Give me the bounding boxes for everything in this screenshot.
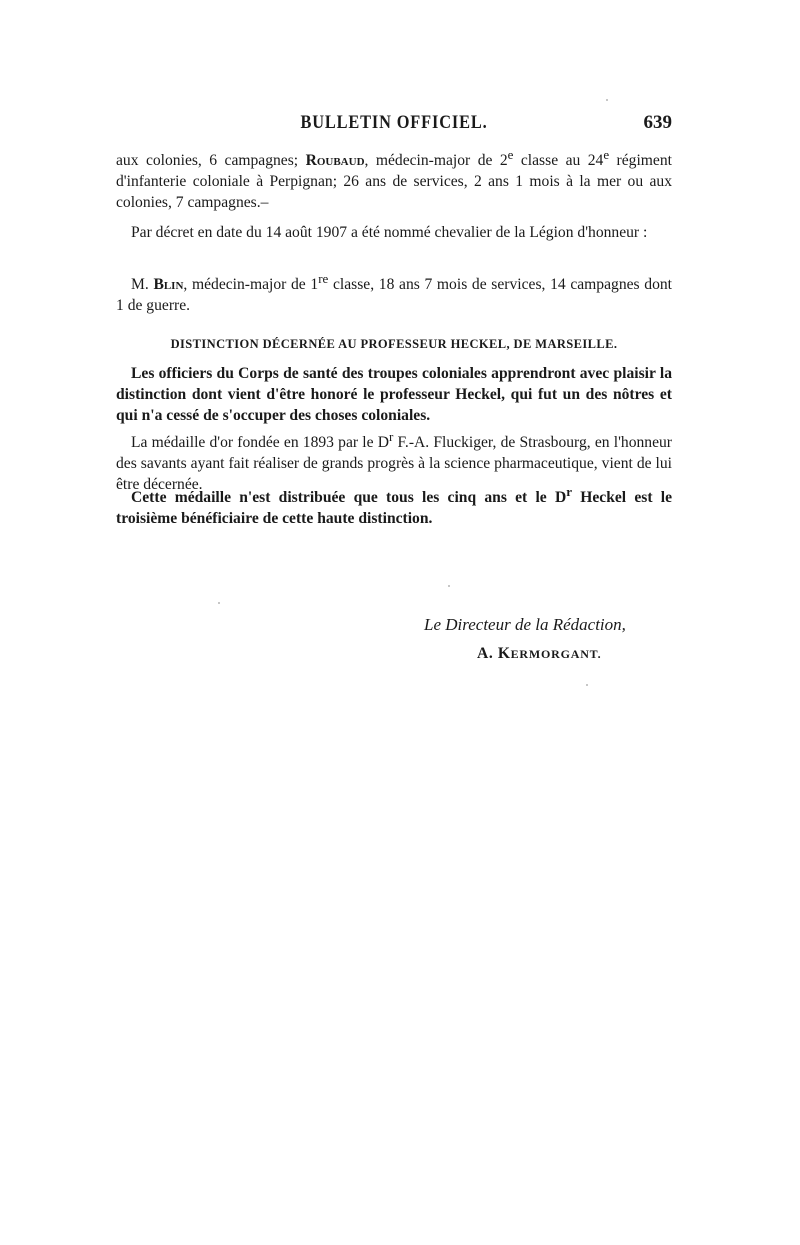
paragraph-blin [116, 268, 672, 316]
signature-name [477, 645, 601, 663]
text-run: La médaille d'or fondée en 1893 par le D [131, 434, 389, 452]
text-run: classe, 18 ans 7 mois de services, 14 campagnes dont 1 de guerre. [116, 276, 672, 315]
person-name-blin: Blin [153, 276, 184, 294]
section-heading: DISTINCTION DÉCERNÉE AU PROFESSEUR HECKEL, DE MARSEILLE. [170, 337, 618, 351]
person-name-roubaud: Roubaud [305, 152, 365, 170]
text-run: Heckel est le troisième bénéficiaire de cette haute distinction. [116, 489, 673, 528]
text-run: régiment d'infanterie coloniale à Perpignan; 26 ans de services, 2 ans 1 mois à la mer ou aux colonies, 7 campagnes.– [116, 152, 672, 212]
text-run: M. [131, 276, 154, 294]
text-run: Cette médaille n'est distribuée que tous les cinq ans et le D [131, 489, 567, 507]
text-run: , médecin-major de 2 [364, 152, 508, 170]
superscript: e [603, 147, 610, 162]
paragraph-distinction [116, 481, 672, 529]
superscript: r [388, 429, 394, 444]
text-run: , médecin-major de 1 [183, 276, 319, 294]
page-number: 639 [643, 112, 672, 133]
paper-speck [218, 602, 220, 604]
text-run: aux colonies, 6 campagnes; [116, 152, 306, 170]
signature-initial: A. K [477, 645, 511, 662]
superscript: e [507, 147, 514, 162]
superscript: re [318, 271, 329, 286]
paragraph-roubaud [116, 144, 672, 213]
paper-speck [448, 585, 450, 587]
signature-title: Le Directeur de la Rédaction, [424, 615, 626, 634]
paragraph-officiers: Les officiers du Corps de santé des troupes coloniales apprendront avec plaisir la distinction dont vient d'être honoré le professeur Heckel, qui fut un des nôtres et qui n'a cessé de s'occuper des choses coloniales. [116, 365, 672, 424]
text-run: F.-A. Fluckiger, de Strasbourg, en l'honneur des savants ayant fait réaliser de grands progrès à la science pharmaceutique, vient de lui être décernée. [116, 434, 672, 494]
paragraph-decret: Par décret en date du 14 août 1907 a été nommé chevalier de la Légion d'honneur : [131, 224, 648, 241]
running-title: BULLETIN OFFICIEL. [300, 112, 488, 133]
text-run: classe au 24 [513, 152, 604, 170]
superscript: r [566, 484, 572, 499]
page-header [116, 112, 672, 138]
paper-speck [586, 684, 588, 686]
signature-surname: ERMORGANT. [510, 647, 602, 661]
paper-speck [606, 99, 608, 101]
